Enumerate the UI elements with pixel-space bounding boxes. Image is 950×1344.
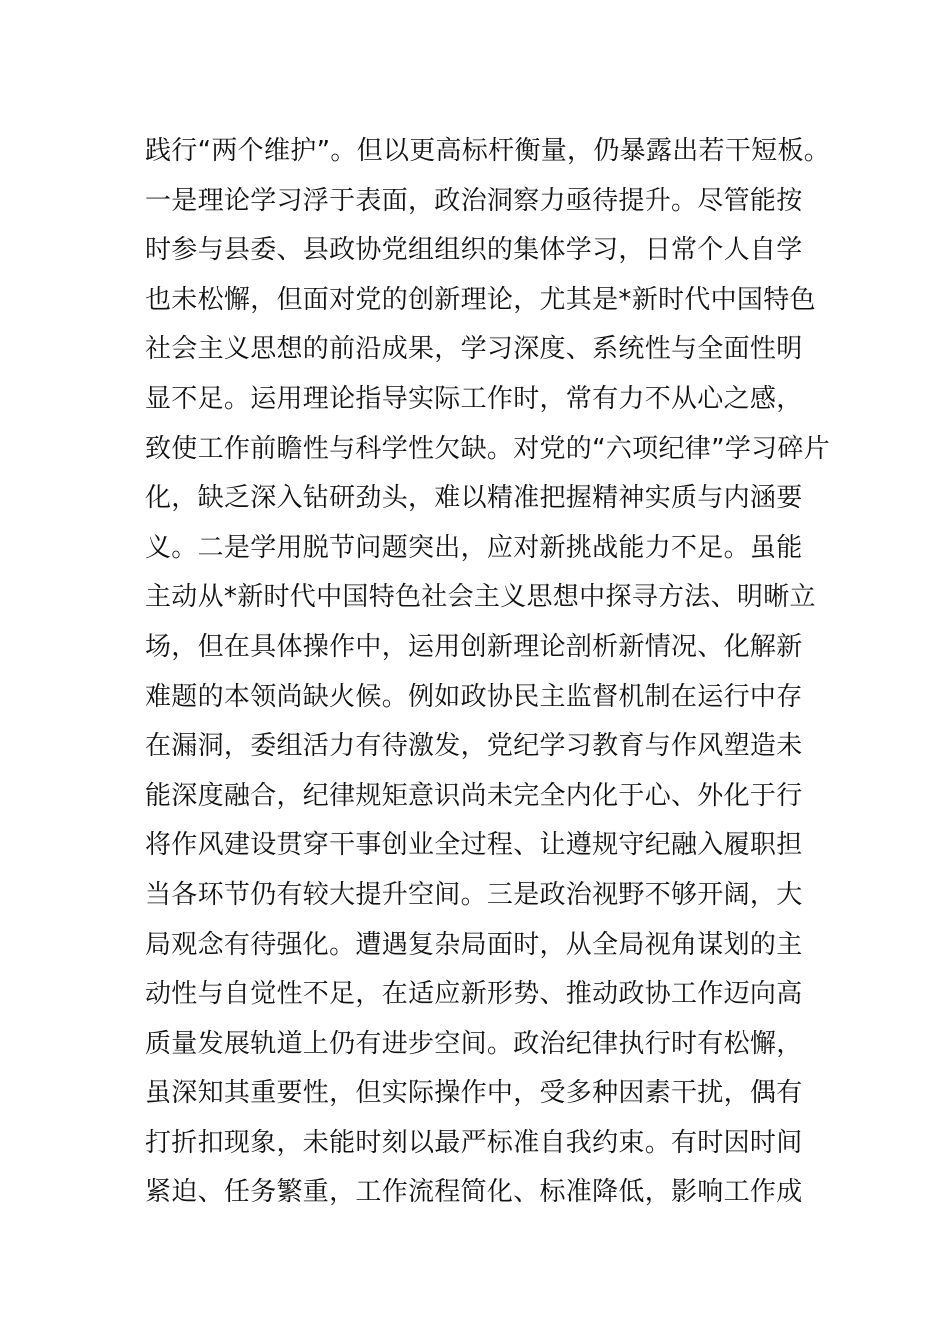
text-line: 当各环节仍有较大提升空间。三是政治视野不够开阔，大 [145, 879, 803, 910]
text-line: 致使工作前瞻性与科学性欠缺。对党的“六项纪律”学习碎片 [145, 433, 831, 464]
text-line: 主动从*新时代中国特色社会主义思想中探寻方法、明晰立 [145, 582, 816, 613]
text-line: 义。二是学用脱节问题突出，应对新挑战能力不足。虽能 [145, 532, 803, 563]
text-line: 在漏洞，委组活力有待激发，党纪学习教育与作风塑造未 [145, 731, 803, 762]
text-line: 践行“两个维护”。但以更高标杆衡量，仍暴露出若干短板。 [145, 136, 831, 166]
text-line: 也未松懈，但面对党的创新理论，尤其是*新时代中国特色 [145, 284, 816, 315]
text-line: 质量发展轨道上仍有进步空间。政治纪律执行时有松懈， [145, 1028, 803, 1059]
text-line: 一是理论学习浮于表面，政治洞察力亟待提升。尽管能按 [145, 185, 803, 216]
text-line: 场，但在具体操作中，运用创新理论剖析新情况、化解新 [145, 631, 803, 662]
text-line: 显不足。运用理论指导实际工作时，常有力不从心之感， [145, 383, 803, 414]
text-line: 局观念有待强化。遭遇复杂局面时，从全局视角谋划的主 [145, 929, 803, 960]
text-line: 紧迫、任务繁重，工作流程简化、标准降低，影响工作成 [145, 1177, 803, 1208]
text-line: 打折扣现象，未能时刻以最严标准自我约束。有时因时间 [145, 1127, 803, 1158]
text-line: 将作风建设贯穿干事创业全过程、让遵规守纪融入履职担 [145, 830, 803, 861]
text-line: 难题的本领尚缺火候。例如政协民主监督机制在运行中存 [145, 681, 803, 712]
text-line: 动性与自觉性不足，在适应新形势、推动政协工作迈向高 [145, 979, 803, 1010]
text-line: 虽深知其重要性，但实际操作中，受多种因素干扰，偶有 [145, 1078, 803, 1109]
text-line: 化，缺乏深入钻研劲头，难以精准把握精神实质与内涵要 [145, 483, 803, 514]
text-line: 能深度融合，纪律规矩意识尚未完全内化于心、外化于行 [145, 780, 803, 811]
text-line: 社会主义思想的前沿成果，学习深度、系统性与全面性明 [145, 334, 803, 365]
body-text [145, 127, 831, 1218]
text-line: 时参与县委、县政协党组组织的集体学习，日常个人自学 [145, 235, 803, 266]
